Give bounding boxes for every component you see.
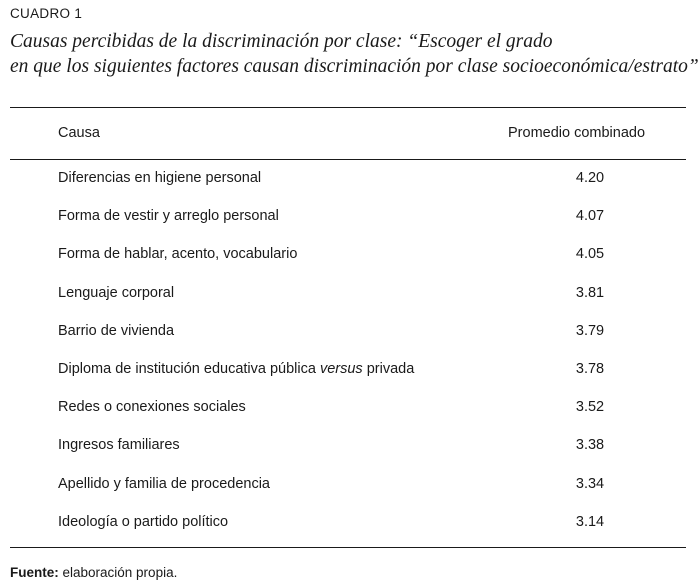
table-title-line-1: Causas percibidas de la discriminación por clase: “Escoger el grado [10,31,553,52]
column-header-cause: Causa [58,125,100,141]
value-cell: 3.81 [575,284,605,301]
table-label: CUADRO 1 [10,6,83,21]
table-row [0,236,699,274]
value-cell: 4.07 [575,208,605,225]
column-header-average: Promedio combinado [508,125,646,141]
value-cell: 4.05 [575,246,605,263]
cause-text-before: Diploma de institución educativa pública [58,360,320,377]
table-row [0,466,699,504]
table-body [0,160,699,542]
value-cell: 3.38 [575,437,605,454]
cause-cell: Forma de hablar, acento, vocabulario [58,246,298,263]
cause-cell: Forma de vestir y arreglo personal [58,208,279,225]
cause-cell [58,361,414,377]
value-cell: 3.52 [575,399,605,416]
table-title [10,29,699,79]
table-row [0,351,699,389]
cause-text-after: privada [362,360,415,377]
cause-text-italic: versus [319,360,363,377]
cause-cell: Redes o conexiones sociales [58,399,246,416]
source-note [10,565,177,580]
cause-cell: Ingresos familiares [58,437,180,454]
value-cell: 3.79 [575,322,605,339]
value-cell: 3.34 [575,475,605,492]
table-row [0,389,699,427]
bottom-rule [10,547,686,548]
cause-cell: Diferencias en higiene personal [58,170,262,186]
source-label: Fuente: [10,565,59,580]
value-cell: 3.78 [575,360,605,377]
cause-cell: Barrio de vivienda [58,322,175,339]
source-text: elaboración propia. [58,565,178,580]
cause-cell: Lenguaje corporal [58,284,175,301]
table-row [0,313,699,351]
value-cell: 3.14 [575,513,605,530]
cause-cell: Apellido y familia de procedencia [58,475,270,492]
cause-cell: Ideología o partido político [58,513,229,530]
table-row [0,427,699,465]
top-rule [10,107,686,108]
table-title-line-2: en que los siguientes factores causan discriminación por clase socioeconómica/estrato” [10,56,699,77]
table-row [0,160,699,198]
table-row [0,504,699,542]
value-cell: 4.20 [575,170,605,186]
table-row [0,198,699,236]
table-row [0,275,699,313]
